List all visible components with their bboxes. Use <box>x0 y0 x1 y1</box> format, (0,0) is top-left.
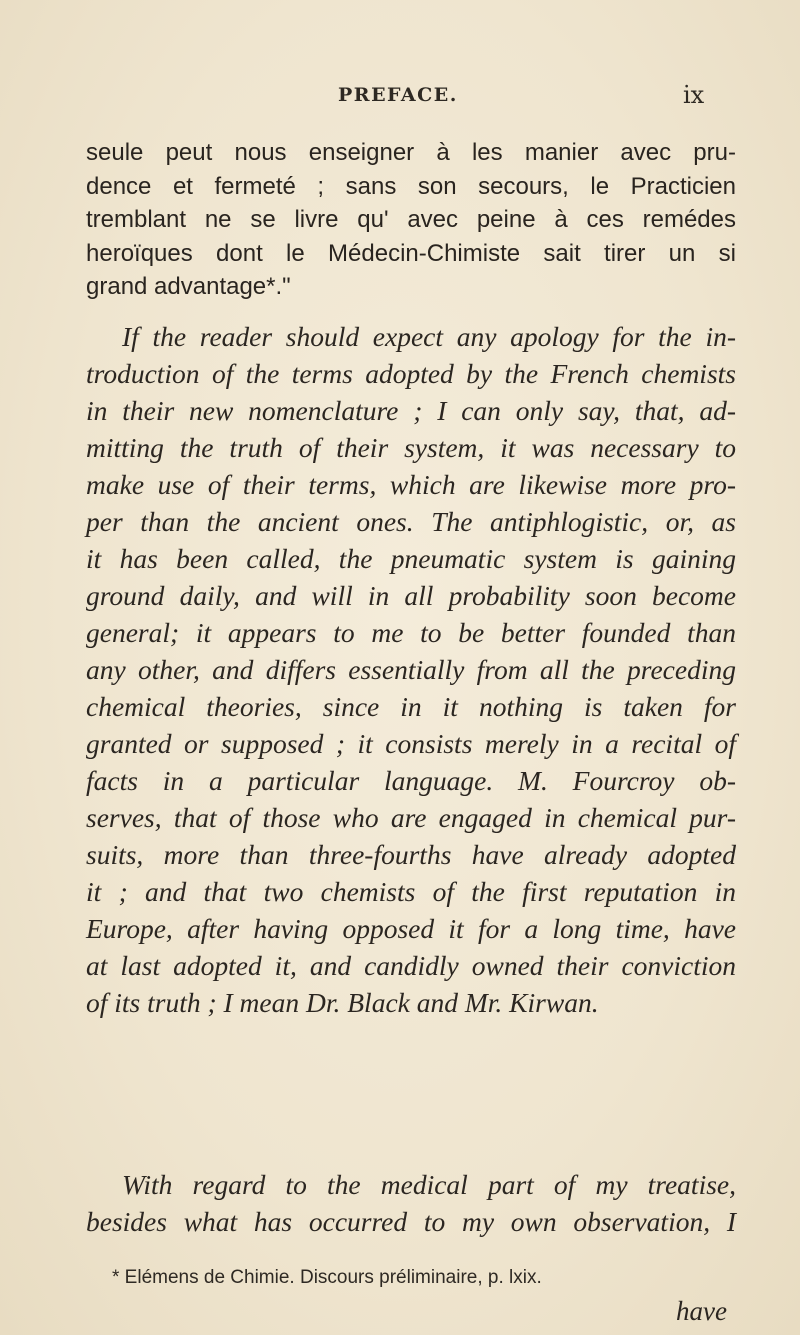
paragraph-line: chemical theories, since in it nothing is taken for <box>86 691 736 722</box>
paragraph-line: mitting the truth of their system, it was necessary to <box>86 432 736 463</box>
paragraph-line: Europe, after having opposed it for a long time, have <box>86 913 736 944</box>
footnote: * Elémens de Chimie. Discours préliminaire, p. lxix. <box>112 1267 542 1288</box>
paragraph-line: ground daily, and will in all probability soon become <box>86 580 736 611</box>
paragraph-line: make use of their terms, which are likewise more pro- <box>86 469 736 500</box>
paragraph-nomenclature <box>86 318 736 1021</box>
quote-line: heroïques dont le Médecin-Chimiste sait tirer un si <box>86 239 736 267</box>
paragraph-line: it has been called, the pneumatic system is gaining <box>86 543 736 574</box>
paragraph-line: in their new nomenclature ; I can only say, that, ad- <box>86 395 736 426</box>
paragraph-line: at last adopted it, and candidly owned their conviction <box>86 950 736 981</box>
page-number: ix <box>683 81 705 109</box>
quote-line: tremblant ne se livre qu' avec peine à ces remédes <box>86 206 736 233</box>
paragraph-line: serves, that of those who are engaged in chemical pur- <box>86 802 736 833</box>
paragraph-line: facts in a particular language. M. Fourcroy ob- <box>86 765 736 796</box>
catchword: have <box>676 1296 727 1326</box>
paragraph-line: general; it appears to me to be better founded than <box>86 617 736 648</box>
quote-line: dence et fermeté ; sans son secours, le Practicien <box>86 172 736 200</box>
paragraph-line: If the reader should expect any apology for the in- <box>122 321 736 352</box>
quote-line: seule peut nous enseigner à les manier avec pru- <box>86 139 736 166</box>
paragraph-line: troduction of the terms adopted by the French chemists <box>86 358 736 389</box>
paragraph-line: besides what has occurred to my own observation, I <box>86 1206 736 1237</box>
paragraph-line: it ; and that two chemists of the first reputation in <box>86 876 736 907</box>
french-quotation <box>86 136 736 304</box>
paragraph-line: any other, and differs essentially from all the preceding <box>86 654 736 685</box>
paragraph-line: per than the ancient ones. The antiphlogistic, or, as <box>86 506 736 537</box>
paragraph-line: suits, more than three-fourths have already adopted <box>86 839 736 870</box>
paragraph-medical <box>86 1166 736 1240</box>
paragraph-line: With regard to the medical part of my treatise, <box>122 1169 736 1200</box>
running-head <box>0 81 800 114</box>
running-title: PREFACE. <box>338 84 458 106</box>
quote-line: grand advantage*." <box>86 273 291 300</box>
paragraph-line: granted or supposed ; it consists merely in a recital of <box>86 728 736 759</box>
paragraph-line: of its truth ; I mean Dr. Black and Mr. Kirwan. <box>86 987 599 1018</box>
